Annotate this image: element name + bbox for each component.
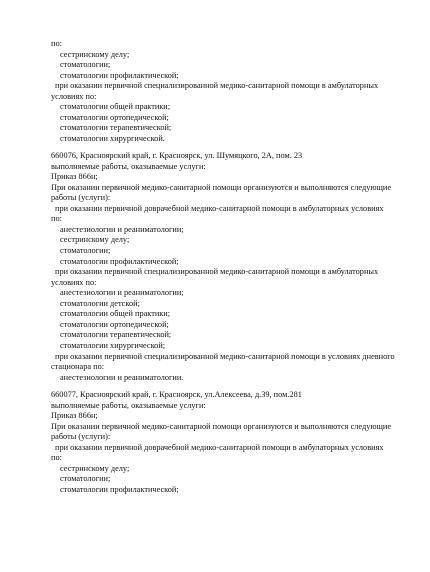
text-line: стоматологии ортопедической; [60, 112, 169, 122]
text-line: стоматологии профилактической; [60, 70, 179, 80]
text-line: условиях по: [51, 277, 97, 287]
text-line: стоматологии терапевтической; [60, 330, 172, 340]
text-line: работы (услуги): [51, 432, 111, 442]
text-line: сестринскому делу; [60, 235, 130, 245]
text-line: стоматологии профилактической; [60, 256, 179, 266]
address-line: 660077, Красноярский край, г. Красноярск, ул.Алексеева, д.39, пом.281 [51, 390, 302, 399]
text-line: стоматологии; [60, 60, 111, 70]
text-line: сестринскому делу; [60, 463, 130, 473]
text-line: стационара по: [51, 362, 105, 371]
text-line: стоматологии; [60, 245, 111, 255]
address-line: 660076, Красноярский край, г. Красноярск, ул. Шумяцкого, 2А, пом. 23 [51, 151, 303, 160]
text-line: Приказ 866н; [51, 172, 98, 182]
text-line: анестезиологии и реаниматологии. [60, 372, 184, 382]
text-line: при оказании первичной специализированной медико-санитарной помощи в амбулаторных [55, 81, 379, 91]
text-line: стоматологии ортопедической; [60, 319, 169, 329]
text-line: выполняемые работы, оказываемые услуги: [51, 161, 206, 171]
text-line: выполняемые работы, оказываемые услуги: [51, 400, 206, 410]
text-line: сестринскому делу; [60, 49, 130, 59]
text-line: стоматологии общей практики; [60, 309, 171, 319]
text-line: по: [51, 453, 62, 463]
text-line: При оказании первичной медико-санитарной помощи организуются и выполняются следующие [51, 182, 392, 192]
text-line: стоматологии профилактической; [60, 484, 179, 494]
text-line: стоматологии терапевтической; [60, 123, 172, 133]
text-line: условиях по: [51, 91, 97, 101]
text-line: анестезиологии и реаниматологии; [60, 288, 184, 298]
text-line: анестезиологии и реаниматологии; [60, 224, 184, 234]
text-line: по: [51, 39, 62, 48]
text-line: Приказ 866н; [51, 411, 98, 421]
text-line: стоматологии общей практики; [60, 102, 171, 112]
text-line: стоматологии хирургической; [60, 340, 166, 350]
text-line: стоматологии; [60, 474, 111, 484]
text-line: по: [51, 214, 62, 224]
text-line: при оказании первичной специализированной медико-санитарной помощи в амбулаторных [55, 267, 379, 277]
text-line: при оказании первичной специализированной медико-санитарной помощи в условиях дневного [55, 351, 395, 361]
text-line: стоматологии детской; [60, 298, 140, 308]
text-line: работы (услуги): [51, 193, 111, 203]
text-line: При оказании первичной медико-санитарной помощи организуются и выполняются следующие [51, 421, 392, 431]
text-line: при оказании первичной доврачебной медико-санитарной помощи в амбулаторных условиях [55, 442, 384, 452]
text-line: при оказании первичной доврачебной медико-санитарной помощи в амбулаторных условиях [55, 203, 384, 213]
text-line: стоматологии хирургической. [60, 133, 165, 143]
